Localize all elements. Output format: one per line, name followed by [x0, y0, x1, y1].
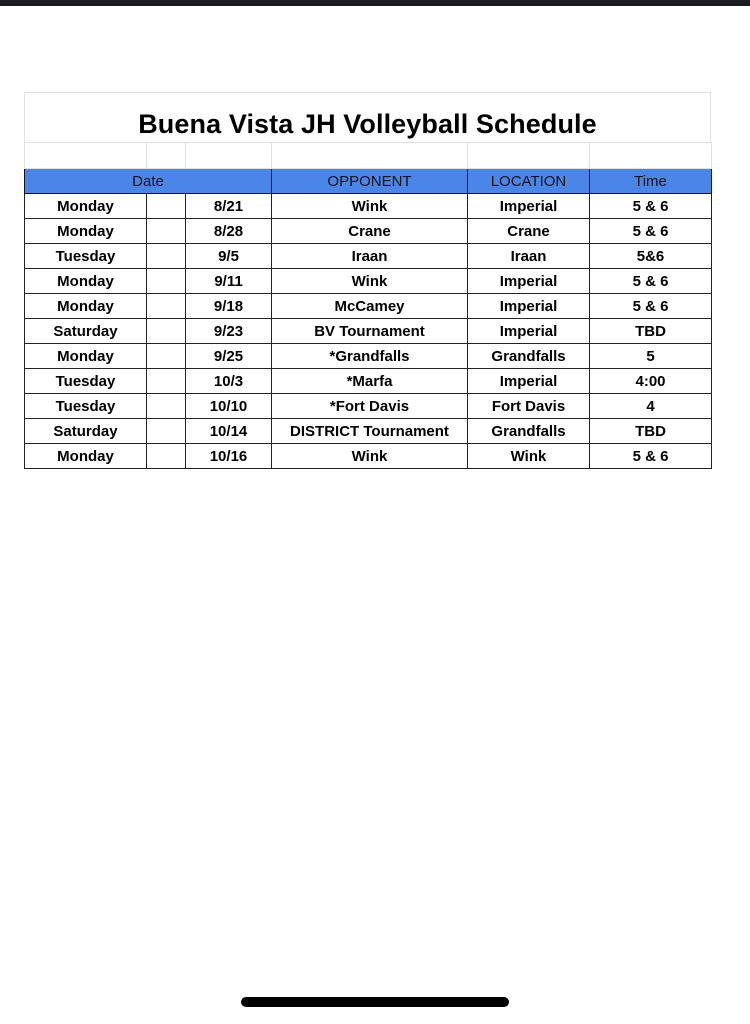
day-cell: Monday — [25, 294, 147, 319]
day-cell: Saturday — [25, 319, 147, 344]
time-cell: 5 & 6 — [590, 269, 712, 294]
opponent-cell: McCamey — [272, 294, 468, 319]
date-cell: 8/21 — [186, 194, 272, 219]
location-cell: Imperial — [468, 194, 590, 219]
header-date: Date — [25, 169, 272, 194]
blank-cell — [590, 143, 712, 169]
time-cell: 5 & 6 — [590, 219, 712, 244]
top-status-bar — [0, 0, 750, 6]
date-cell: 10/14 — [186, 419, 272, 444]
date-cell: 9/11 — [186, 269, 272, 294]
location-cell: Grandfalls — [468, 419, 590, 444]
table-row — [25, 319, 712, 344]
location-cell: Grandfalls — [468, 344, 590, 369]
spacer-cell — [147, 294, 186, 319]
opponent-cell: *Fort Davis — [272, 394, 468, 419]
page-title: Buena Vista JH Volleyball Schedule — [138, 109, 597, 139]
table-row — [25, 219, 712, 244]
location-cell: Fort Davis — [468, 394, 590, 419]
table-row — [25, 419, 712, 444]
time-cell: TBD — [590, 319, 712, 344]
date-cell: 10/10 — [186, 394, 272, 419]
location-cell: Crane — [468, 219, 590, 244]
spacer-cell — [147, 219, 186, 244]
date-cell: 10/3 — [186, 369, 272, 394]
date-cell: 9/18 — [186, 294, 272, 319]
time-cell: 5 & 6 — [590, 194, 712, 219]
home-indicator[interactable] — [241, 997, 509, 1007]
time-cell: 5&6 — [590, 244, 712, 269]
schedule-table — [24, 142, 712, 469]
day-cell: Monday — [25, 444, 147, 469]
spacer-cell — [147, 369, 186, 394]
day-cell: Monday — [25, 194, 147, 219]
opponent-cell: Wink — [272, 444, 468, 469]
day-cell: Tuesday — [25, 394, 147, 419]
day-cell: Monday — [25, 219, 147, 244]
blank-row — [25, 143, 712, 169]
date-cell: 9/25 — [186, 344, 272, 369]
header-opponent: OPPONENT — [272, 169, 468, 194]
table-row — [25, 244, 712, 269]
location-cell: Imperial — [468, 294, 590, 319]
time-cell: 5 & 6 — [590, 444, 712, 469]
table-row — [25, 194, 712, 219]
table-row — [25, 369, 712, 394]
spacer-cell — [147, 344, 186, 369]
blank-cell — [25, 143, 147, 169]
time-cell: 5 & 6 — [590, 294, 712, 319]
location-cell: Wink — [468, 444, 590, 469]
location-cell: Imperial — [468, 369, 590, 394]
opponent-cell: Wink — [272, 194, 468, 219]
header-location: LOCATION — [468, 169, 590, 194]
table-row — [25, 294, 712, 319]
day-cell: Tuesday — [25, 369, 147, 394]
day-cell: Tuesday — [25, 244, 147, 269]
header-time: Time — [590, 169, 712, 194]
blank-cell — [272, 143, 468, 169]
blank-cell — [186, 143, 272, 169]
location-cell: Imperial — [468, 269, 590, 294]
title-row — [24, 92, 711, 142]
date-cell: 8/28 — [186, 219, 272, 244]
opponent-cell: *Grandfalls — [272, 344, 468, 369]
time-cell: 4 — [590, 394, 712, 419]
blank-cell — [147, 143, 186, 169]
time-cell: TBD — [590, 419, 712, 444]
opponent-cell: BV Tournament — [272, 319, 468, 344]
table-row — [25, 269, 712, 294]
location-cell: Imperial — [468, 319, 590, 344]
spacer-cell — [147, 244, 186, 269]
table-row — [25, 444, 712, 469]
schedule-sheet — [24, 92, 711, 469]
opponent-cell: Crane — [272, 219, 468, 244]
opponent-cell: Wink — [272, 269, 468, 294]
blank-cell — [468, 143, 590, 169]
day-cell: Saturday — [25, 419, 147, 444]
opponent-cell: DISTRICT Tournament — [272, 419, 468, 444]
day-cell: Monday — [25, 344, 147, 369]
table-row — [25, 394, 712, 419]
time-cell: 4:00 — [590, 369, 712, 394]
spacer-cell — [147, 319, 186, 344]
spacer-cell — [147, 419, 186, 444]
table-row — [25, 344, 712, 369]
day-cell: Monday — [25, 269, 147, 294]
opponent-cell: *Marfa — [272, 369, 468, 394]
header-row — [25, 169, 712, 194]
time-cell: 5 — [590, 344, 712, 369]
spacer-cell — [147, 269, 186, 294]
spacer-cell — [147, 394, 186, 419]
date-cell: 9/5 — [186, 244, 272, 269]
spacer-cell — [147, 444, 186, 469]
location-cell: Iraan — [468, 244, 590, 269]
spacer-cell — [147, 194, 186, 219]
date-cell: 10/16 — [186, 444, 272, 469]
opponent-cell: Iraan — [272, 244, 468, 269]
date-cell: 9/23 — [186, 319, 272, 344]
